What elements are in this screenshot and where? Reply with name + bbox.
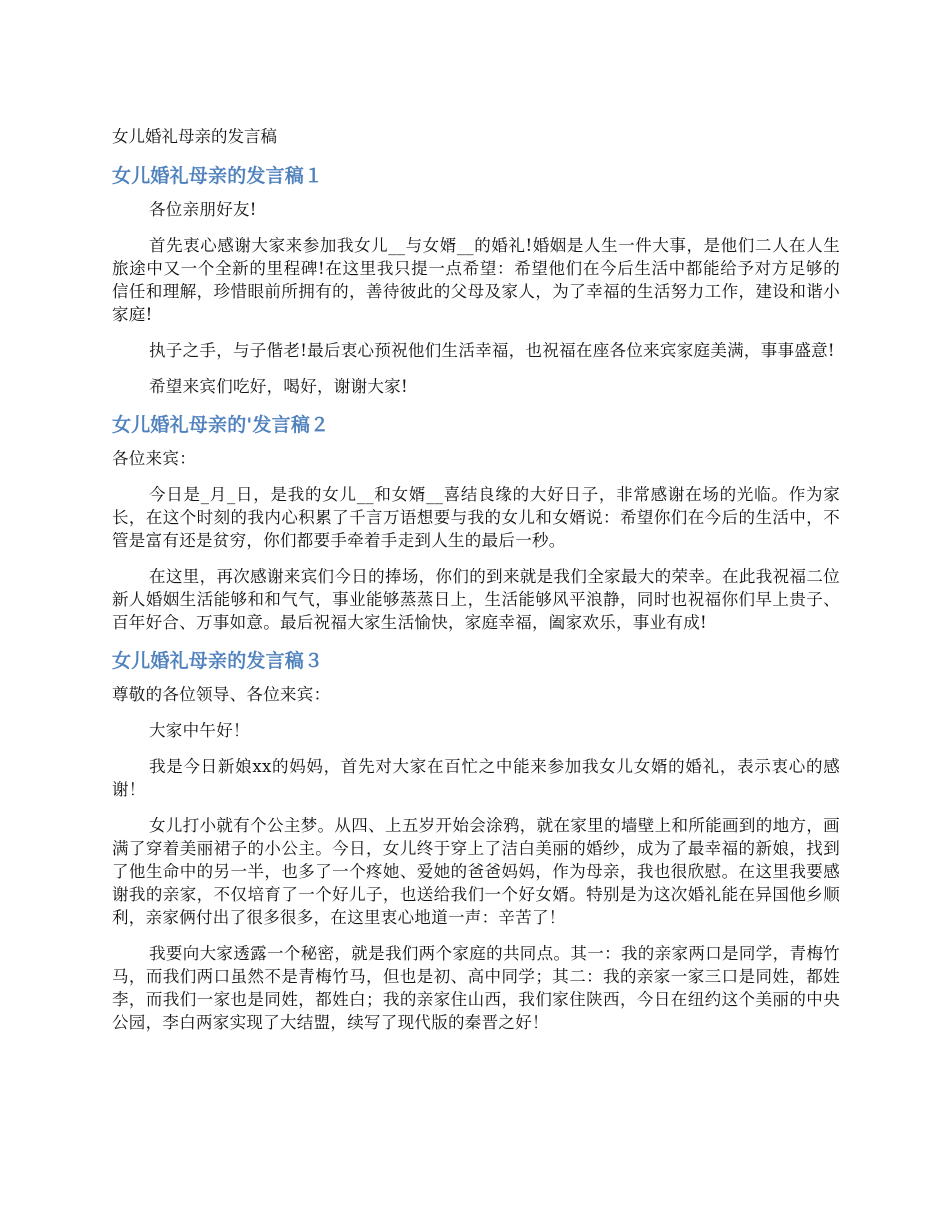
- paragraph: 各位亲朋好友!: [149, 200, 257, 219]
- document-page: [112, 124, 840, 1047]
- paragraph: 各位来宾：: [112, 449, 196, 468]
- section-2: [112, 411, 840, 634]
- paragraph: 我是今日新娘xx的妈妈，首先对大家在百忙之中能来参加我女儿女婿的婚礼，表示衷心的感谢！: [112, 757, 840, 799]
- paragraph: 今日是_月_日，是我的女儿__和女婿__喜结良缘的大好日子，非常感谢在场的光临。作为家长，在这个时刻的我内心积累了千言万语想要与我的女儿和女婿说：希望你们在今后的生活中，不管是富有还是贫穷，你们都要手牵着手走到人生的最后一秒。: [112, 485, 840, 550]
- paragraph: 在这里，再次感谢来宾们今日的捧场，你们的到来就是我们全家最大的荣幸。在此我祝福二位新人婚姻生活能够和和气气，事业能够蒸蒸日上，生活能够风平浪静，同时也祝福你们早上贵子、百年好合、万事如意。最后祝福大家生活愉快，家庭幸福，阖家欢乐，事业有成!: [112, 567, 840, 632]
- section-heading: 女儿婚礼母亲的发言稿１: [112, 165, 324, 187]
- paragraph: 执子之手，与子偕老!最后衷心预祝他们生活幸福，也祝福在座各位来宾家庭美满，事事盛意!: [149, 341, 835, 360]
- paragraph: 首先衷心感谢大家来参加我女儿__与女婿__的婚礼!婚姻是人生一件大事，是他们二人在人生旅途中又一个全新的里程碑!在这里我只提一点希望：希望他们在今后生活中都能给予对方足够的信任和理解，珍惜眼前所拥有的，善待彼此的父母及家人，为了幸福的生活努力工作，建设和谐小家庭!: [112, 236, 840, 324]
- paragraph: 我要向大家透露一个秘密，就是我们两个家庭的共同点。其一：我的亲家两口是同学，青梅竹马，而我们两口虽然不是青梅竹马，但也是初、高中同学；其二：我的亲家一家三口是同姓，都姓李，而我们一家也是同姓，都姓白；我的亲家住山西，我们家住陕西，今日在纽约这个美丽的中央公园，李白两家实现了大结盟，续写了现代版的秦晋之好！: [112, 944, 840, 1032]
- paragraph: 希望来宾们吃好，喝好，谢谢大家!: [149, 377, 408, 396]
- paragraph: 女儿打小就有个公主梦。从四、上五岁开始会涂鸦，就在家里的墙壁上和所能画到的地方，画满了穿着美丽裙子的小公主。今日，女儿终于穿上了洁白美丽的婚纱，成为了最幸福的新娘，找到了他生命中的另一半，也多了一个疼她、爱她的爸爸妈妈，作为母亲，我也很欣慰。在这里我要感谢我的亲家，不仅培育了一个好儿子，也送给我们一个好女婿。特别是为这次婚礼能在异国他乡顺利，亲家俩付出了很多很多，在这里衷心地道一声：辛苦了！: [112, 816, 840, 927]
- section-3: [112, 647, 840, 1034]
- paragraph: 尊敬的各位领导、各位来宾：: [112, 685, 331, 704]
- section-1: [112, 162, 840, 398]
- paragraph: 大家中午好！: [149, 721, 250, 740]
- section-heading: 女儿婚礼母亲的发言稿３: [112, 650, 324, 672]
- section-heading: 女儿婚礼母亲的'发言稿２: [112, 414, 330, 436]
- document-title: 女儿婚礼母亲的发言稿: [112, 127, 277, 146]
